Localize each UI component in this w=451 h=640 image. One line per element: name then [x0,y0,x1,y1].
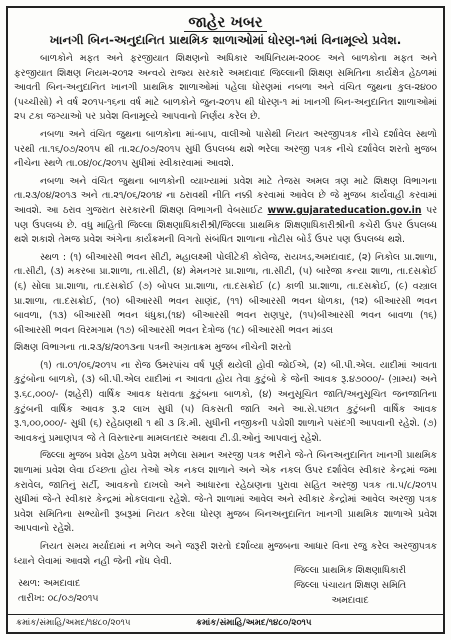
policy-paragraph [14,175,437,248]
signatory-block [275,563,425,608]
signatory-line-3: અમદાવાદ [331,595,369,606]
website-link: www.gujarateducation.gov.in [267,204,422,216]
reference-number-right: ક્રમાંક/સંમાહિ/અમદ/૧૪૮૦/૨૦૧૫ [196,618,312,628]
notice-title [14,13,437,31]
closing-paragraph: નિયત સમય મર્યાદામાં ન મળેલ અને જરૂરી શરતો દર્શાવ્યા મુજબના આધાર વિના રજુ કરેલ અરજીપત્રક ધ્યાને લેવામાં આવશે નહી જેની નોંધ લેવી. [14,541,437,567]
place-label: સ્થળ: અમદાવાદ [18,578,81,589]
reference-bar [8,614,443,632]
notice-title-text: જાહેર ખબર [184,13,266,32]
signatory-line-1: જિલ્લા પ્રાથમિક શિક્ષણાધિકારી [293,565,406,576]
reference-number-left: ક્રમાંક/સંમાહિ/અમદ/૧૪૮૦/૨૦૧૫ [16,618,131,628]
signatory-line-2: જિલ્લા પંચાયત શિક્ષણ સમિતિ [293,580,406,591]
conditions-paragraph: (૧) તા.૦૧/૦૬/૨૦૧૫ ના રોજ ઉમરપાંચ વર્ષ પૂર્ણ થયેલી હોવી જોઈએ, (૨) બી.પી.એલ. યાદીમાં આવતા કુટુંબોના બાળકો, (૩) બી.પી.એલ યાદીમાં ન આવતા હોય તેવા કુટુંબો કે જેની આવક રૂ.૪૭૦૦૦/- (ગ્રામ્ય) અને રૂ.૬૮,૦૦૦/- (શહેરી) વાર્ષિક આવક ધરાવતા કુટુંબના બાળકો, (૪) અનુસૂચિત જાતિ/અનુસૂચિત જનજાતિના કુટુંબની વાર્ષિક આવક રૂ.૨ લાખ સુધી (૫) વિકસતી જાતિ અને આ.સે.પછાત કુટુંબની વાર્ષિક આવક રૂ.૧,૦૦,૦૦૦/- સુધી (૬) રહેઠાણથી ૧ થી ૩ કિ.મી. સુધીની નજીકની પડોશી શાળાને પસંદગી આપવાની રહેશે. (૭) આવકનું પ્રમાણપત્ર જે તે વિસ્તારના મામલતદાર અથવા ટી.ડી.ઓનું આપવાનું રહેશે. [14,359,437,444]
notice-frame [6,6,445,634]
place-date-block [18,576,98,606]
date-label: તારીખ: ૦૮/૦૭/૨૦૧૫ [18,593,99,604]
application-form-paragraph: નબળા અને વંચિત જુથના બાળકોના માં-બાપ, વાલીઓ પાસેથી નિયત અરજીપત્રક નીચે દર્શાવેલ સ્થળો પરથી તા.૧૬/૦૭/૨૦૧૫ થી તા.૨૮/૦૭/૨૦૧૫ સુધી ઉપલબ્ધ થશે ભરેલા અરજી પત્રક નીચે દર્શાવેલ શરતો મુજબ નીચેના સ્થળે તા.૦૪/૦૮/૨૦૧૫ સુધીમાં સ્વીકારવામાં આવશે. [14,128,437,170]
notice-subtitle: ખાનગી બિન-અનુદાનિત પ્રાથમિક શાળાઓમાં ધોરણ-૧માં વિનામૂલ્યે પ્રવેશ. [49,33,402,47]
locations-paragraph: સ્થળ : (૧) બીઆરસી ભવન સીટી, મહાલક્ષ્મી પોલીટેકી કોલેજ, રાયખડ,અમદાવાદ, (૨) નિકોલ પ્રા.શાળા, તા.સીટી, (૩) મકરબા પ્રા.શાળા, તા.સીટી, (૪) મેમનગર પ્રા.શાળા, તા.સીટી, (૫) બારેજા કન્યા શાળા, તા.દસક્રોઈ (૬) સોલા પ્રા.શાળા, તા.દસક્રોઈ (૭) બોપલ પ્રા.શાળા, તા.દસક્રોઈ (૮) કાળી પ્રા.શાળા, તા.દસક્રોઈ, (૯) વસ્ત્રાલ પ્રા.શાળા, તા.દસક્રોઈ, (૧૦) બીઆરસી ભવન સાણંદ, (૧૧) બીઆરસી ભવન ધોળકા, (૧૨) બીઆરસી ભવન બાવળા, (૧૩) બીઆરસી ભવન ધંધુકા,(૧૪) બીઆરસી ભવન રાણપુર, (૧૫)બીઆરસી ભવન બાવળા (૧૬) બીઆરસી ભવન વિરમગામ (૧૭) બીઆરસી ભવન દેત્રોજ (૧૮) બીઆરસી ભવન માંડલ [14,251,437,336]
conditions-heading: શિક્ષણ વિભાગના તા.૨૩/૪/૨૦૧૩ના પત્રની અગ્રતાક્રમ મુજબ નીચેની શરતો [14,342,292,354]
intro-paragraph: બાળકોને મફત અને ફરજીયાત શિક્ષણનો અધિકાર અધિનિયમ-૨૦૦૯ અને બાળકોના મફત અને ફરજીયાત શિક્ષણ નિયમ-૨૦૧૨ અન્વયે રાજ્ય સરકારે અમદાવાદ જિલ્લાની શિક્ષણ સમિતિના કાર્યક્ષેત્ર હેઠળમાં આવતી બિન-અનુદાનિત ખાનગી પ્રાથમિક શાળાઓમાં પહેલા ધોરણમાં નબળા અને વંચિત જુથના કુલ-૨૪૦૦ (પચ્ચીસો) ને વર્ષ ૨૦૧૫-૧૬ના વર્ષ માટે બાળકોને જુન-૨૦૧૫ થી ધોરણ-૧ માં ખાનગી બિન-અનુદાનિત શાળાઓમાં ૨૫ ટકા જગ્યાઓ પર પ્રવેશ વિનામૂલ્યે આપવાનો નિર્ણય કરેલ છે. [14,53,437,123]
submission-paragraph: જિલ્લા મુજબ પ્રવેશ હેઠળ પ્રવેશ મળેલા સમાન અરજી પત્રક ભરીને જે-તે બિનઅનુદાનિત ખાનગી પ્રાથમિક શાળામાં પ્રવેશ લેવા ઈચ્છતા હોય તેઓ એક નકલ શાળાને અને એક નકલ ઉપર દર્શાવેલ સ્વીકાર કેન્દ્રમાં જમા કરાવેલ, જાતિનું સર્ટી, આવકનો દાખલો અને આધારના રહેઠાણના પુરાવા સહિત અરજી પત્રક તા.૫/૮/૨૦૧૫ સુધીમાં જે-તે સ્વીકાર કેન્દ્રમાં મોકલવાના રહેશે. જે-તે શાળામાં આવેલ અને સ્વીકાર કેન્દ્રોમાં આવેલ અરજી પત્રક પ્રવેશ સમિતિના સભ્યોની રૂબરૂમાં નિયત કરેલા ધોરણ મુજબ બિનઅનુદાનિત ખાનગી પ્રાથમિક શાળાએ પ્રવેશ આપવાનો રહેશે. [14,450,437,535]
policy-text: નબળા અને વંચિત જુથના બાળકોની વ્યાખ્યામાં પ્રવેશ માટે તેજસ અમલ ત્રણ માટે શિક્ષણ વિભાગના તા.૨૩/૦૪/૨૦૧૩ અને તા.૨૧/૦૬/૨૦૧૪ ના ઠરાવથી નીતિ નક્કી કરવામાં આવેલ છે જે મુજબ કાર્યવાહી કરવામાં આવશે. આ ઠરાવ ગુજરાત સરકારની શિક્ષણ વિભાગની વેબસાઈટ www.gujarateducation.gov.in પર પણ ઉપલબ્ધ છે. વધુ માહિતી જિલ્લા શિક્ષણાધિકારીશ્રી/જિલ્લા પ્રાથમિક શિક્ષણાધિકારીશ્રીની કચેરી ઉપર ઉપલબ્ધ થશે શકાશે તેમજ પ્રવેશ અંગેના કાર્યક્રમની વિગતો સંબંધિત શાળાના નોટીસ બોર્ડ ઉપર પણ ઉપલબ્ધ થશે. [14,175,437,246]
